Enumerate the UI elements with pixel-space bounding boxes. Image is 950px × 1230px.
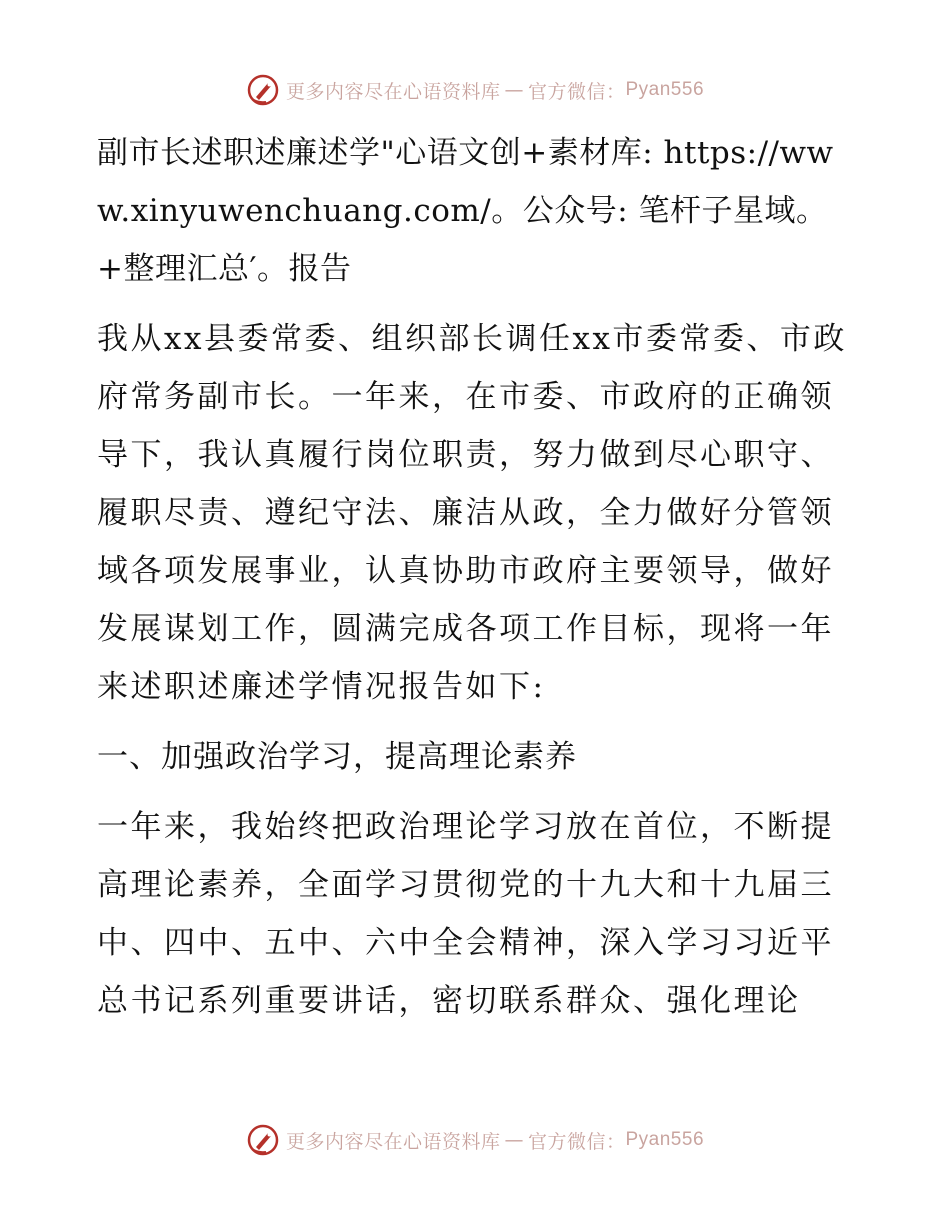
watermark-text: 更多内容尽在心语资料库 xyxy=(285,80,501,103)
watermark-label: 官方微信： xyxy=(527,1130,626,1153)
watermark-separator: — xyxy=(504,79,524,101)
pen-nib-logo-icon xyxy=(246,1123,280,1157)
watermark-handle: Pyan556 xyxy=(625,79,705,100)
document-body xyxy=(97,124,867,1030)
pen-nib-logo-icon xyxy=(246,73,280,107)
watermark-text: 更多内容尽在心语资料库 xyxy=(285,1130,501,1153)
watermark-separator: — xyxy=(504,1129,524,1151)
section-paragraph: 一年来，我始终把政治理论学习放在首位，不断提高理论素养，全面学习贯彻党的十九大和十九届三中、四中、五中、六中全会精神，深入学习习近平总书记系列重要讲话，密切联系群众、强化理论 xyxy=(97,809,834,1019)
watermark-footer xyxy=(0,1120,950,1160)
watermark-handle: Pyan556 xyxy=(625,1129,705,1150)
intro-paragraph: 我从xx县委常委、组织部长调任xx市委常委、市政府常务副市长。一年来，在市委、市政府的正确领导下，我认真履行岗位职责，努力做到尽心职守、履职尽责、遵纪守法、廉洁从政，全力做好分管领域各项发展事业，认真协助市政府主要领导，做好发展谋划工作，圆满完成各项工作目标，现将一年来述职述廉述学情况报告如下: xyxy=(97,321,847,705)
document-title-paragraph: 副市长述职述廉述学"心语文创+素材库: https://www.xinyuwenchuang.com/。公众号: 笔杆子星域。+整理汇总′。报告 xyxy=(97,135,834,287)
watermark-label: 官方微信： xyxy=(527,80,626,103)
section-heading: 一、加强政治学习，提高理论素养 xyxy=(97,739,577,775)
watermark-header xyxy=(0,70,950,110)
